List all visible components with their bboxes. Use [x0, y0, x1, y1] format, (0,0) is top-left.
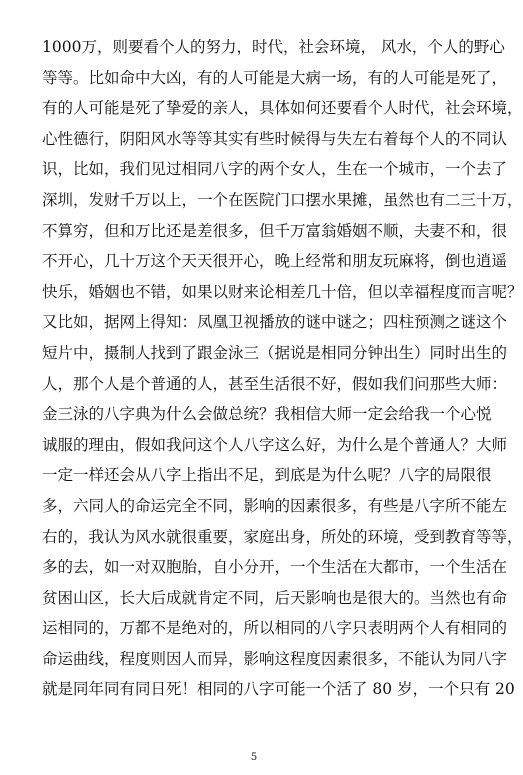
text-line: 一定一样还会从八字上指出不足，到底是为什么呢？八字的局限很	[42, 466, 492, 485]
text-line: 诚服的理由，假如我问这个人八字这么好，为什么是个普通人？大师	[42, 435, 508, 454]
text-line: 又比如，据网上得知：凤凰卫视播放的谜中谜之；四柱预测之谜这个	[42, 313, 508, 332]
body-text	[42, 32, 523, 705]
text-line: 心性德行，阴阳风水等等其实有些时候得与失左右着每个人的不同认	[42, 129, 508, 148]
text-line: 命运曲线，程度则因人而异，影响这程度因素很多，不能认为同八字	[42, 649, 508, 668]
text-line: 金三泳的八字典为什么会做总统？我相信大师一定会给我一个心悦	[42, 405, 492, 424]
page-number: 5	[250, 752, 258, 763]
text-line: 贫困山区，长大后成就肯定不同，后天影响也是很大的。当然也有命	[42, 588, 508, 607]
text-line: 短片中，摄制人找到了跟金泳三（据说是相同分钟出生）同时出生的	[42, 343, 508, 362]
text-line: 深圳，发财千万以上，一个在医院门口摆水果摊，虽然也有二三十万，	[42, 190, 523, 209]
text-line: 就是同年同有同日死！相同的八字可能一个活了 80 岁，一个只有 20	[42, 680, 515, 699]
text-line: 快乐，婚姻也不错，如果以财来论相差几十倍，但以幸福程度而言呢？	[42, 282, 523, 301]
text-line: 1000万，则要看个人的努力，时代，社会环境， 风水，个人的野心	[42, 38, 505, 56]
text-line: 识，比如，我们见过相同八字的两个女人，生在一个城市，一个去了	[42, 160, 508, 179]
text-line: 不算穷，但和万比还是差很多，但千万富翁婚姻不顺，夫妻不和，很	[42, 221, 508, 240]
text-line: 多的去，如一对双胞胎，自小分开，一个生活在大都市，一个生活在	[42, 558, 508, 577]
text-line: 不开心，几十万这个天天很开心，晚上经常和朋友玩麻将，倒也逍遥	[42, 252, 508, 271]
text-line: 运相同的，万都不是绝对的，所以相同的八字只表明两个人有相同的	[42, 619, 508, 638]
text-line: 等等。比如命中大凶，有的人可能是大病一场，有的人可能是死了，	[42, 68, 508, 87]
text-line: 右的，我认为风水就很重要，家庭出身，所处的环境，受到教育等等，	[42, 527, 523, 546]
text-line: 有的人可能是死了挚爱的亲人，具体如何还要看个人时代，社会环境，	[42, 99, 523, 118]
text-line: 多，六同人的命运完全不同，影响的因素很多，有些是八字所不能左	[42, 496, 508, 515]
text-line: 人，那个人是个普通的人，甚至生活很不好，假如我们问那些大师：	[42, 374, 508, 393]
